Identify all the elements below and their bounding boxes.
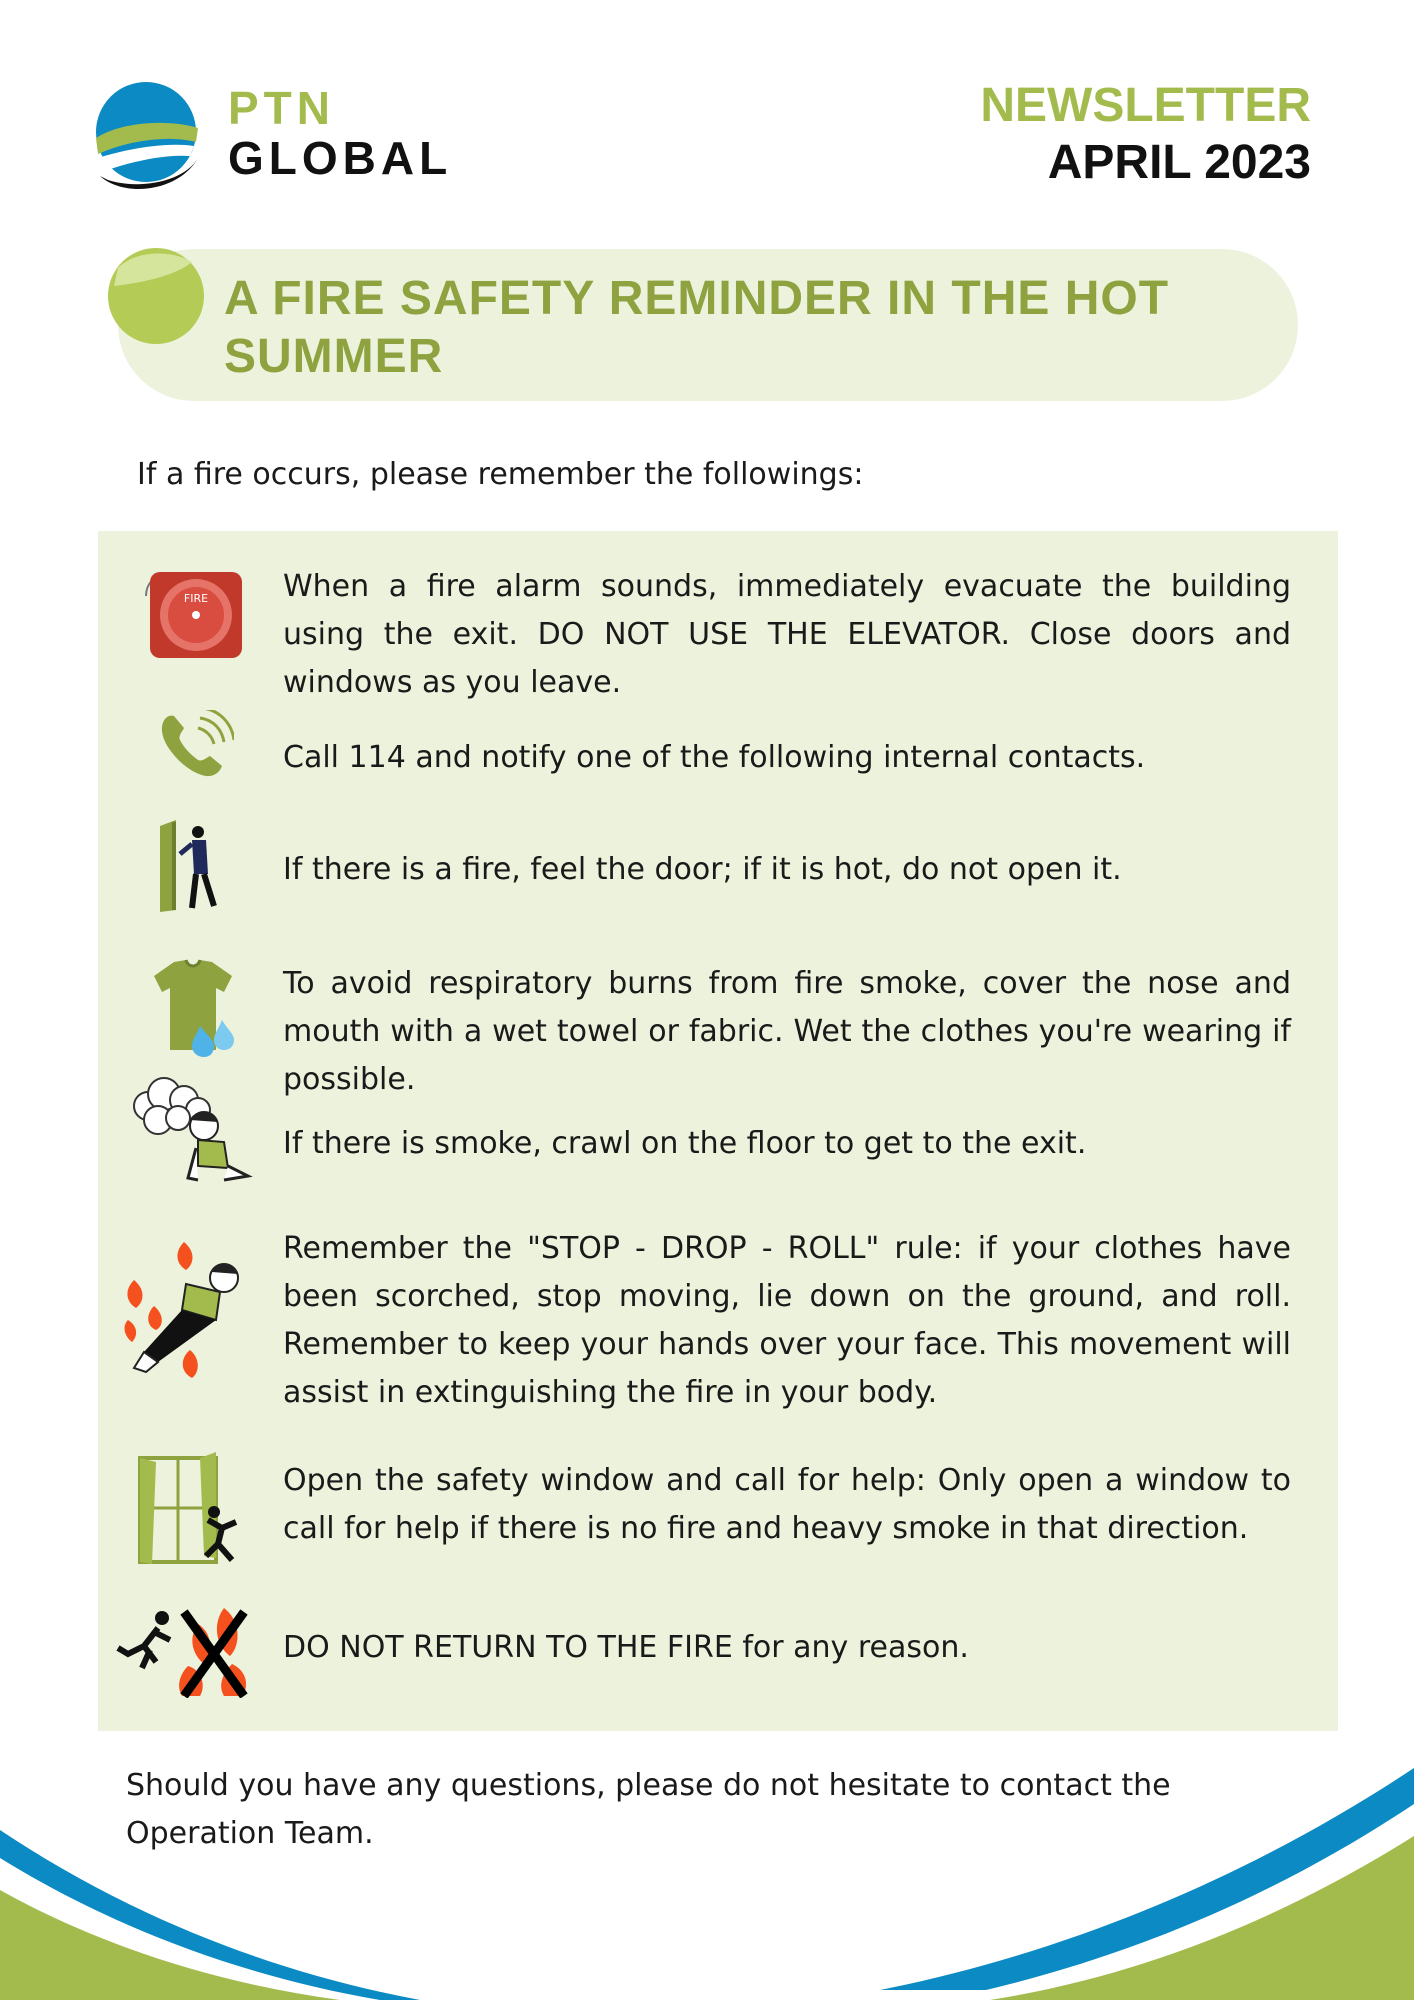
instruction-item-4: To avoid respiratory burns from fire smoke, cover the nose and mouth with a wet towel or fabric. Wet the clothes you're wearing if possible. [283, 966, 1291, 1097]
instruction-item-7: Open the safety window and call for help: Only open a window to call for help if there is no fire and heavy smoke in that direction. [283, 1463, 1291, 1546]
globe-logo-icon [94, 80, 204, 195]
intro-text: If a fire occurs, please remember the followings: [137, 457, 864, 492]
decorative-waves [0, 1740, 1414, 2000]
no-return-fire-icon [114, 1604, 256, 1698]
instruction-item-1: When a fire alarm sounds, immediately evacuate the building using the exit. DO NOT USE THE ELEVATOR. Close doors and windows as you leave. [283, 569, 1291, 700]
window-escape-icon [136, 1448, 244, 1566]
newsletter-label: NEWSLETTER [980, 79, 1311, 132]
logo-text-global: GLOBAL [228, 132, 453, 184]
stop-drop-roll-icon [124, 1240, 250, 1386]
instruction-item-5: If there is smoke, crawl on the floor to get to the exit. [283, 1126, 1087, 1161]
logo-text-ptn: PTN [228, 82, 335, 134]
phone-icon [158, 710, 234, 782]
instruction-item-6: Remember the "STOP - DROP - ROLL" rule: if your clothes have been scorched, stop moving, lie down on the ground, and roll. Remember to keep your hands over your face. This movement will assist in extinguishing the fire in your body. [283, 1231, 1291, 1410]
wet-shirt-icon [148, 958, 240, 1058]
crawling-person-icon [128, 1076, 254, 1186]
svg-text:FIRE: FIRE [183, 592, 209, 605]
fire-alarm-icon [140, 566, 252, 666]
door-icon [158, 820, 228, 912]
footer-note: Should you have any questions, please do not hesitate to contact the Operation Team. [126, 1768, 1171, 1851]
company-logo [94, 80, 453, 195]
page-title: A FIRE SAFETY REMINDER IN THE HOT SUMMER [224, 272, 1170, 383]
newsletter-heading [980, 78, 1311, 192]
instruction-item-2: Call 114 and notify one of the following internal contacts. [283, 740, 1146, 775]
issue-date: APRIL 2023 [1047, 136, 1311, 189]
instruction-item-3: If there is a fire, feel the door; if it is hot, do not open it. [283, 852, 1122, 887]
banner-circle-icon [108, 248, 204, 344]
instruction-item-8: DO NOT RETURN TO THE FIRE for any reason. [283, 1630, 969, 1665]
